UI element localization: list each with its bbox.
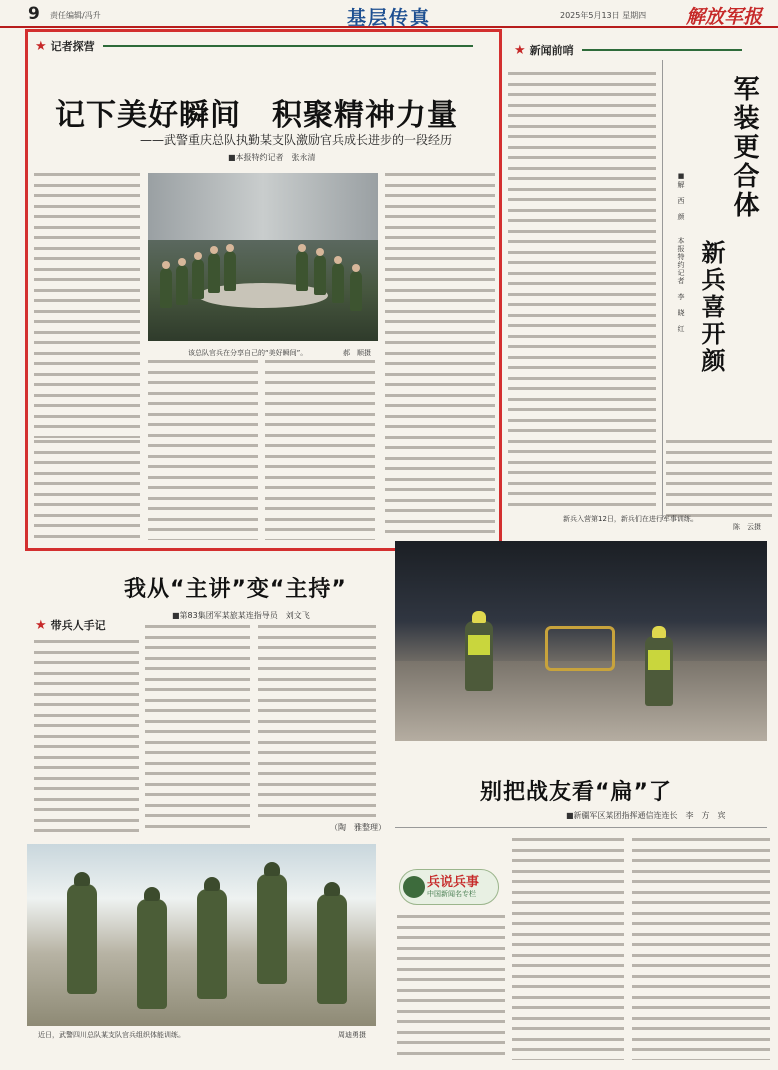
column-divider bbox=[582, 49, 742, 51]
page-number: 9 bbox=[28, 4, 40, 24]
feature-column-3 bbox=[265, 360, 375, 540]
star-icon: ★ bbox=[35, 617, 47, 633]
masthead bbox=[0, 0, 778, 28]
news-column-1 bbox=[508, 72, 656, 512]
flat-column-2 bbox=[512, 838, 624, 1060]
column-label: 记者探营 bbox=[50, 40, 95, 53]
news-byline: ■解 西 颜 本报特约记者 李 晓 红 bbox=[677, 172, 685, 333]
news-photo-caption: 新兵入营第12日，新兵们在进行军事训练。 bbox=[563, 515, 698, 523]
editor-credit: 责任编辑/冯升 bbox=[50, 11, 101, 20]
feature-photographer: 郝 顺摄 bbox=[343, 349, 371, 357]
news-photographer: 陈 云摄 bbox=[733, 523, 761, 531]
news-column-2 bbox=[666, 440, 772, 518]
flat-column-1 bbox=[397, 915, 505, 1060]
star-icon: ★ bbox=[35, 38, 47, 54]
feature-byline: ■本报特约记者 张永清 bbox=[228, 153, 316, 162]
flat-byline: ■新疆军区某团指挥通信连连长 李 方 宾 bbox=[566, 811, 726, 820]
speaker-headline: 我从“主讲”变“主持” bbox=[124, 577, 347, 602]
speaker-column-1 bbox=[34, 640, 139, 840]
speaker-column-2 bbox=[145, 625, 250, 835]
column-tag-reporter bbox=[35, 37, 473, 55]
feature-column-1 bbox=[34, 173, 140, 438]
column-label: 带兵人手记 bbox=[50, 619, 106, 632]
news-title-2: 新兵喜开颜 bbox=[697, 240, 725, 375]
feature-headline: 记下美好瞬间 积聚精神力量 bbox=[55, 98, 458, 133]
column-badge bbox=[399, 869, 499, 905]
column-tag-leader bbox=[35, 616, 106, 634]
news-title-1: 军装更合体 bbox=[729, 75, 759, 220]
training-photo bbox=[27, 844, 376, 1026]
speaker-byline: ■第83集团军某旅某连指导员 刘文飞 bbox=[172, 611, 310, 620]
column-tag-news bbox=[514, 41, 742, 59]
flat-headline: 别把战友看“扁”了 bbox=[480, 780, 672, 805]
feature-subhead: ——武警重庆总队执勤某支队激励官兵成长进步的一段经历 bbox=[140, 133, 453, 147]
star-icon: ★ bbox=[514, 42, 526, 58]
training-photographer: 周迪勇摄 bbox=[338, 1031, 366, 1039]
speaker-column-3 bbox=[258, 625, 376, 820]
column-rule bbox=[662, 60, 663, 520]
column-label: 新闻前哨 bbox=[529, 44, 574, 57]
soldier-emblem-icon bbox=[403, 876, 425, 898]
training-photo-caption: 近日，武警四川总队某支队官兵组织体能训练。 bbox=[38, 1031, 185, 1039]
column-divider bbox=[103, 45, 473, 47]
feature-column-1b bbox=[34, 440, 140, 540]
badge-subtitle: 中国新闻名专栏 bbox=[427, 890, 476, 898]
feature-photo bbox=[148, 173, 378, 341]
flat-column-3 bbox=[632, 838, 770, 1060]
speaker-signature: （陶 雅整理） bbox=[330, 823, 386, 832]
badge-title: 兵说兵事 bbox=[427, 875, 480, 890]
section-rule bbox=[395, 827, 767, 828]
newspaper-logo: 解放军报 bbox=[686, 6, 763, 28]
construction-photo bbox=[395, 541, 767, 741]
feature-photo-caption: 该总队官兵在分享自己的“美好瞬间”。 bbox=[188, 349, 308, 357]
issue-date: 2025年5月13日 星期四 bbox=[560, 11, 647, 20]
feature-column-4 bbox=[385, 173, 495, 541]
feature-column-2 bbox=[148, 360, 258, 540]
section-title: 基层传真 bbox=[346, 7, 431, 29]
